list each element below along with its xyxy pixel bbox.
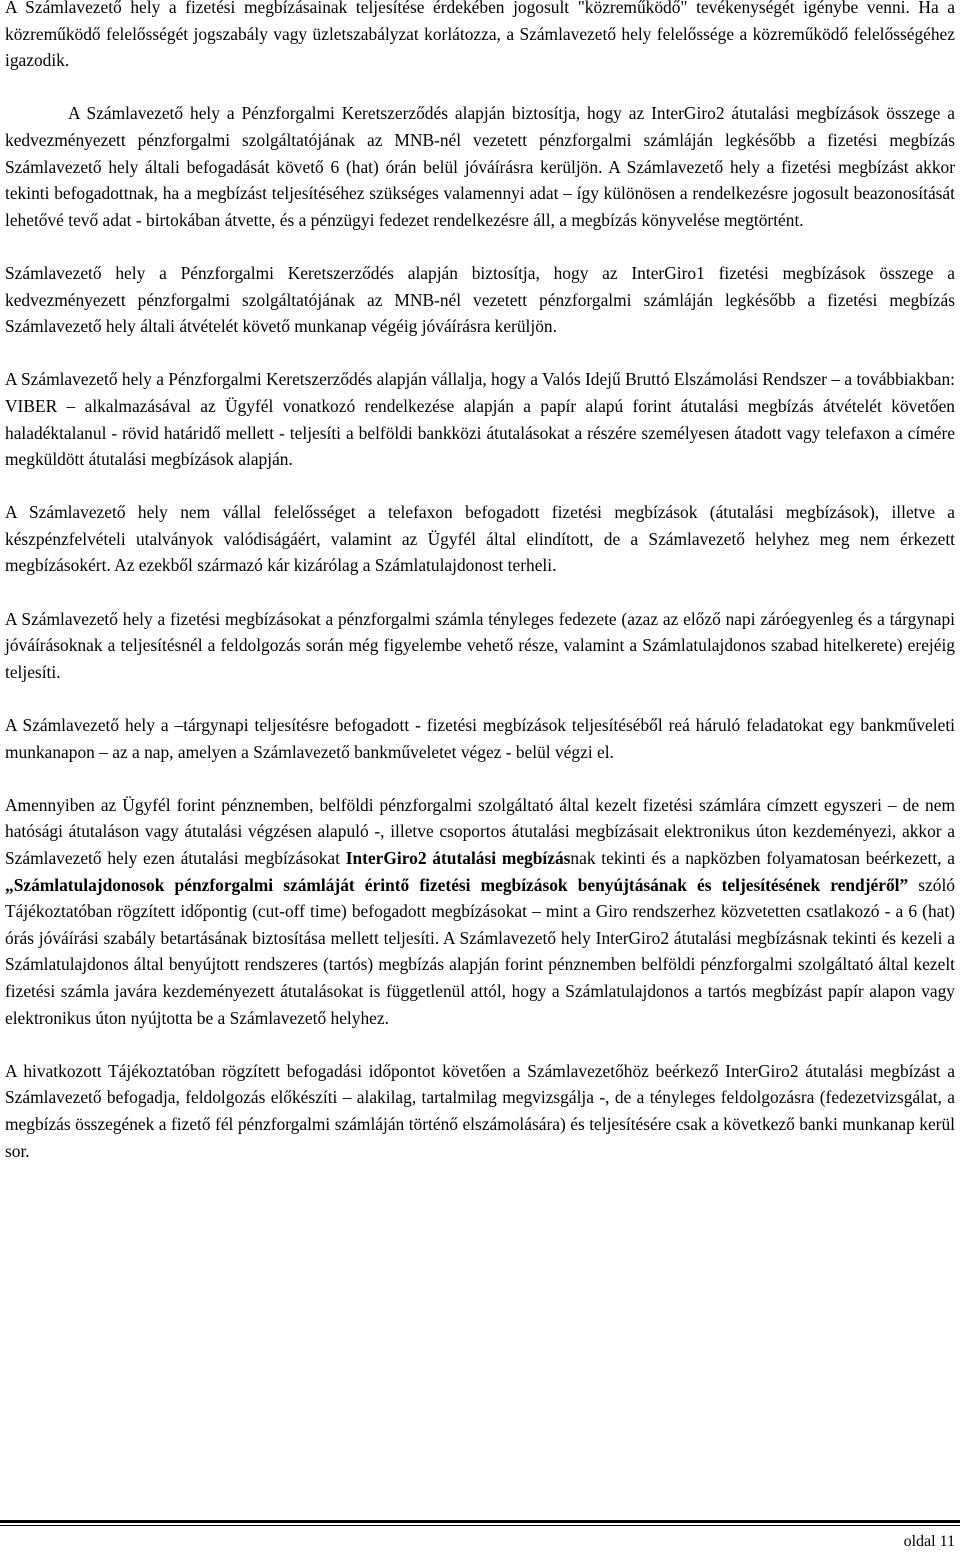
- paragraph-intergiro1-crediting: Számlavezető hely a Pénzforgalmi Keretszerződés alapján biztosítja, hogy az InterGiro1 fizetési megbízások összege a kedvezményezett pénzforgalmi szolgáltatójának az MNB-nél vezetett pénzforgalmi számláján legkésőbb a fizetési megbízás Számlavezető hely általi átvételét követő munkanap végéig jóváírásra kerüljön.: [5, 262, 955, 337]
- text-segment: Amennyiben az Ügyfél forint pénznemben, belföldi pénzforgalmi szolgáltató által kezelt fizetési számlára címzett egyszeri – de nem hatósági átutaláson vagy átutalási végzésen alapuló -, illetve csoportos átutalási megbízásait elektronikus úton kezdeményezi, akkor a Számlavezető hely ezen átutalási megbízásokat: [5, 794, 955, 868]
- text-segment: szóló Tájékoztatóban rögzített időpontig (cut-off time) befogadott megbízásokat – mint a Giro rendszerhez közvetetten csatlakozó - a 6 (hat) órás jóváírási szabály betartásának biztosítása mellett teljesíti. A Számlavezető hely InterGiro2 átutalási megbízásnak tekinti és kezeli a Számlatulajdonos által benyújtott rendszeres (tartós) megbízás alapján forint pénznemben belföldi pénzforgalmi szolgáltató által kezelt fizetési számla javára kezdeményezett átutalásokat is függetlenül attól, hogy a Számlatulajdonos a tartós megbízást papír alapon vagy elektronikus úton nyújtotta be a Számlavezető helyhez.: [5, 874, 955, 1028]
- paragraph-viber: A Számlavezető hely a Pénzforgalmi Keretszerződés alapján vállalja, hogy a Valós Idejű Bruttó Elszámolási Rendszer – a továbbiakban: VIBER – alkalmazásával az Ügyfél vonatkozó rendelkezése alapján a papír alapú forint átutalási megbízás átvételét követően haladéktalanul - rövid határidő mellett - teljesíti a belföldi bankközi átutalásokat a részére személyesen átadott vagy telefaxon a címére megküldött átutalási megbízások alapján.: [5, 369, 955, 470]
- paragraph-banking-day: A Számlavezető hely a –tárgynapi teljesítésre befogadott - fizetési megbízások teljesítéséből reá háruló feladatokat egy bankműveleti munkanapon – az a nap, amelyen a Számlavezető bankműveletet végez - belül végzi el.: [5, 715, 955, 762]
- paragraph-intergiro2-crediting: A Számlavezető hely a Pénzforgalmi Keretszerződés alapján biztosítja, hogy az InterGiro2 átutalási megbízások összege a kedvezményezett pénzforgalmi szolgáltatójának az MNB-nél vezetett pénzforgalmi számláján legkésőbb a fizetési megbízás Számlavezető hely általi befogadását követő 6 (hat) órán belül jóváírásra kerüljön. A Számlavezető hely a fizetési megbízást akkor tekinti befogadottnak, ha a megbízást teljesítéséhez szükséges valamennyi adat – így különösen a rendelkezésre jogosult beazonosítását lehetővé tevő adat - birtokában átvette, és a pénzügyi fedezet rendelkezésre áll, a megbízás könyvelése megtörtént.: [5, 103, 955, 230]
- text-segment: nak tekinti és a napközben folyamatosan beérkezett, a: [570, 848, 955, 868]
- paragraph-electronic-transfers: [5, 792, 955, 1031]
- footer-rule: [0, 1520, 960, 1523]
- paragraph-intermediary: A Számlavezető hely a fizetési megbízásainak teljesítése érdekében jogosult "közreműködő" tevékenységét igénybe venni. Ha a közreműködő felelősségét jogszabály vagy üzletszabályzat korlátozza, a Számlavezető hely felelőssége a közreműködő felelősségéhez igazodik.: [5, 0, 955, 71]
- document-body: [5, 0, 955, 1191]
- paragraph-liability: A Számlavezető hely nem vállal felelősséget a telefaxon befogadott fizetési megbízások (átutalási megbízások), illetve a készpénzfelvételi utalványok valódiságáért, valamint az Ügyfél által elindított, de a Számlavezető helyhez meg nem érkezett megbízásokért. Az ezekből származó kár kizárólag a Számlatulajdonost terheli.: [5, 502, 955, 576]
- bold-term-intergiro2: InterGiro2 átutalási megbízás: [345, 848, 571, 868]
- page-number: oldal 11: [903, 1533, 955, 1550]
- paragraph-coverage: A Számlavezető hely a fizetési megbízásokat a pénzforgalmi számla tényleges fedezete (azaz az előző napi záróegyenleg és a tárgynapi jóváírásoknak a teljesítésnél a feldolgozás során még figyelembe vehető része, valamint a Számlatulajdonos szabad hitelkerete) erejéig teljesíti.: [5, 608, 955, 682]
- bold-term-information-title: „Számlatulajdonosok pénzforgalmi számláját érintő fizetési megbízások benyújtásának és teljesítésének rendjéről”: [5, 874, 909, 895]
- paragraph-after-cutoff: A hivatkozott Tájékoztatóban rögzített befogadási időpontot követően a Számlavezetőhöz beérkező InterGiro2 átutalási megbízást a Számlavezető befogadja, feldolgozás előkészíti – alakilag, tartalmilag megvizsgálja -, de a tényleges feldolgozásra (fedezetvizsgálat, a megbízás összegének a fizető fél pénzforgalmi számláján történő elszámolására) és teljesítésére csak a következő banki munkanap kerül sor.: [5, 1060, 955, 1161]
